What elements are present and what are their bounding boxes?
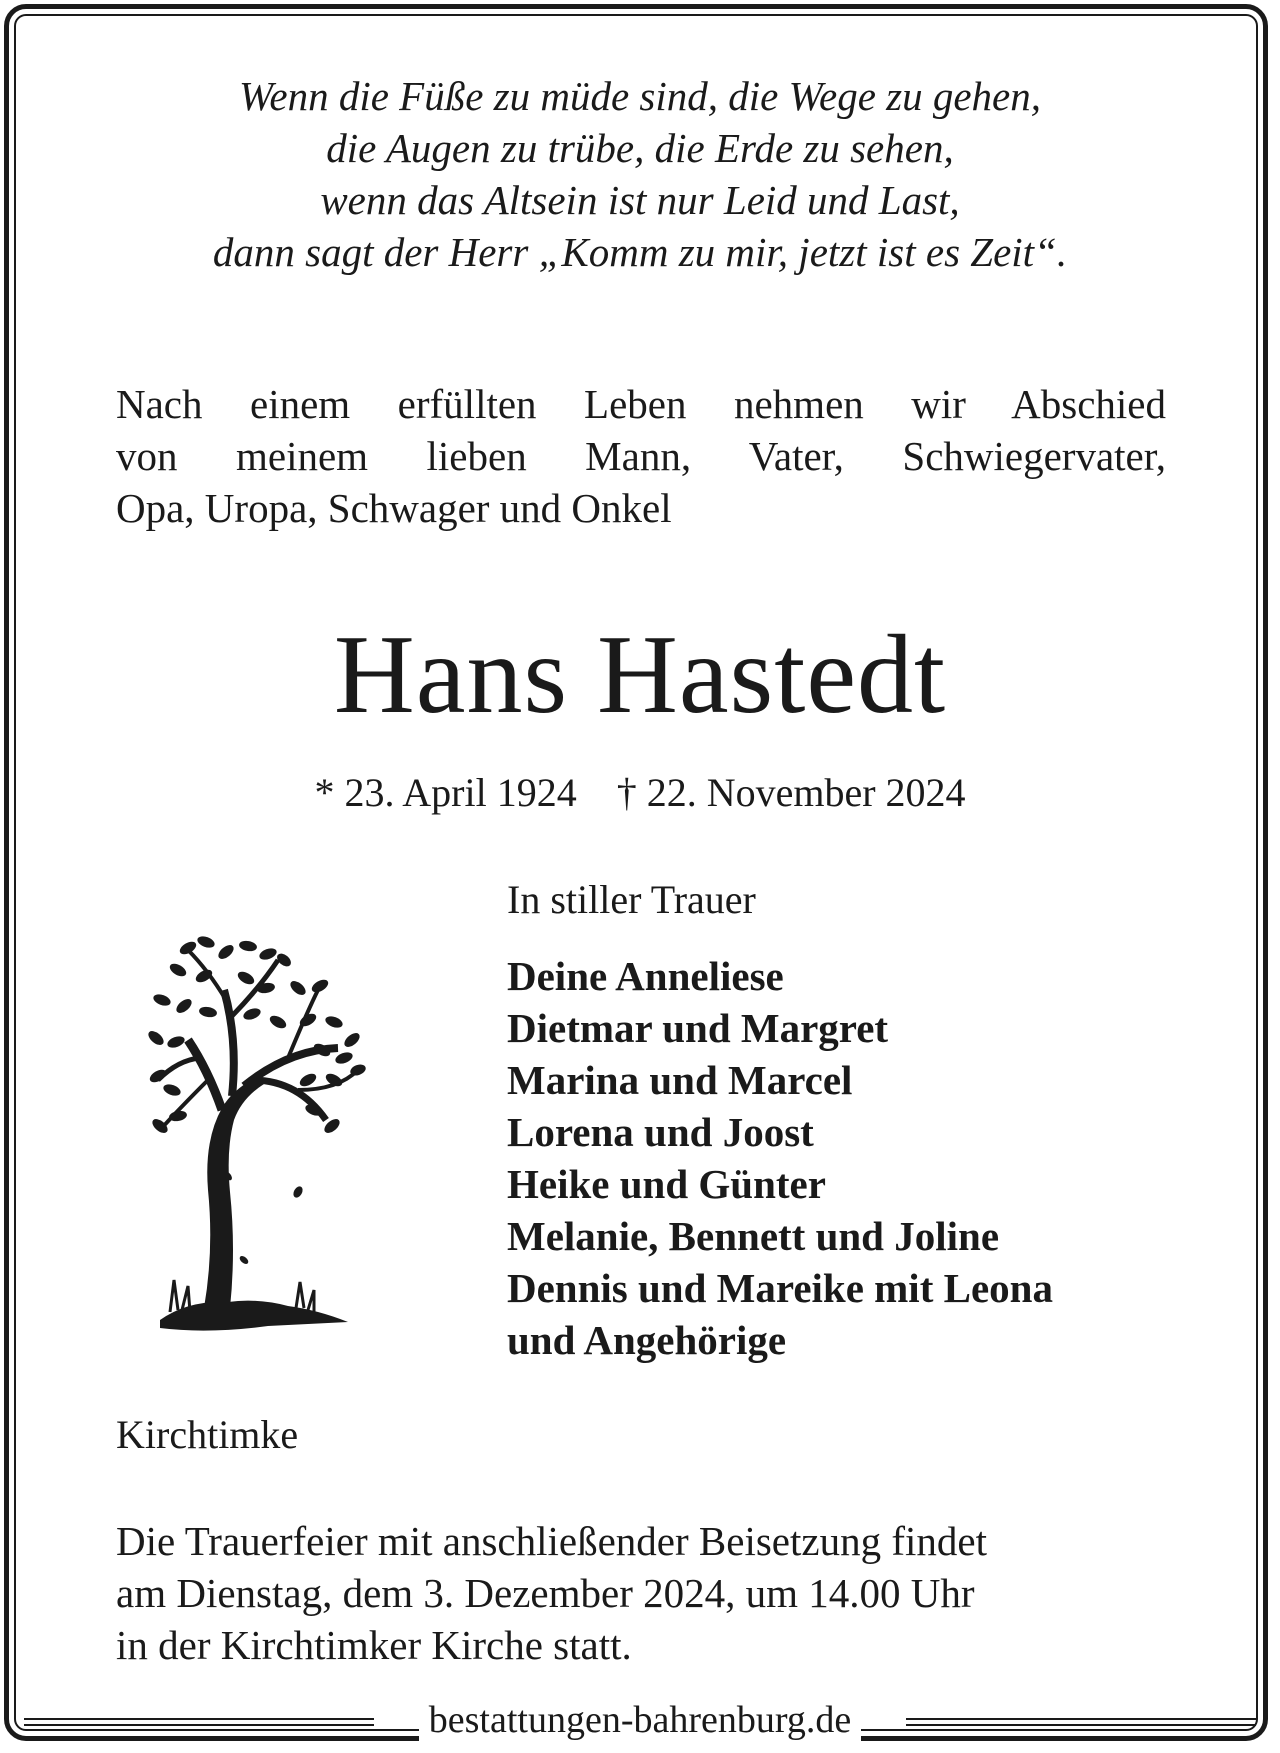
mourners-list: [507, 950, 1053, 1366]
deceased-name: Hans Hastedt: [333, 613, 947, 737]
service-announcement: [116, 1515, 1166, 1671]
service-line: in der Kirchtimker Kirche statt.: [116, 1622, 632, 1668]
intro-text: [116, 378, 1166, 534]
mourner-name: und Angehörige: [507, 1317, 787, 1363]
intro-line: von meinem lieben Mann, Vater, Schwiegervater,: [116, 433, 1166, 479]
mourner-name: Dietmar und Margret: [507, 1005, 889, 1051]
death-date: † 22. November 2024: [616, 770, 966, 815]
mourner-name: Dennis und Mareike mit Leona: [507, 1265, 1053, 1311]
tree-with-falling-leaves-icon: [148, 930, 368, 1350]
birth-date: * 23. April 1924: [314, 770, 577, 815]
poem-line: Wenn die Füße zu müde sind, die Wege zu gehen,: [238, 73, 1041, 119]
location: Kirchtimke: [116, 1412, 299, 1457]
mourner-name: Deine Anneliese: [507, 953, 784, 999]
poem-line: dann sagt der Herr „Komm zu mir, jetzt ist es Zeit“.: [212, 229, 1068, 275]
footer: [0, 1697, 1280, 1743]
intro-line: Opa, Uropa, Schwager und Onkel: [116, 485, 672, 531]
website-link[interactable]: bestattungen-bahrenburg.de: [419, 1699, 861, 1741]
service-line: am Dienstag, dem 3. Dezember 2024, um 14.00 Uhr: [116, 1570, 975, 1616]
mourner-name: Heike und Günter: [507, 1161, 826, 1207]
mourner-name: Lorena und Joost: [507, 1109, 814, 1155]
service-line: Die Trauerfeier mit anschließender Beisetzung findet: [116, 1518, 987, 1564]
mourner-name: Melanie, Bennett und Joline: [507, 1213, 1000, 1259]
mourner-name: Marina und Marcel: [507, 1057, 853, 1103]
mourning-heading: In stiller Trauer: [507, 877, 756, 922]
poem-line: die Augen zu trübe, die Erde zu sehen,: [326, 125, 954, 171]
intro-line: Nach einem erfüllten Leben nehmen wir Abschied: [116, 381, 1166, 427]
poem-line: wenn das Altsein ist nur Leid und Last,: [320, 177, 960, 223]
life-dates: [0, 768, 1280, 818]
poem: [0, 70, 1280, 278]
